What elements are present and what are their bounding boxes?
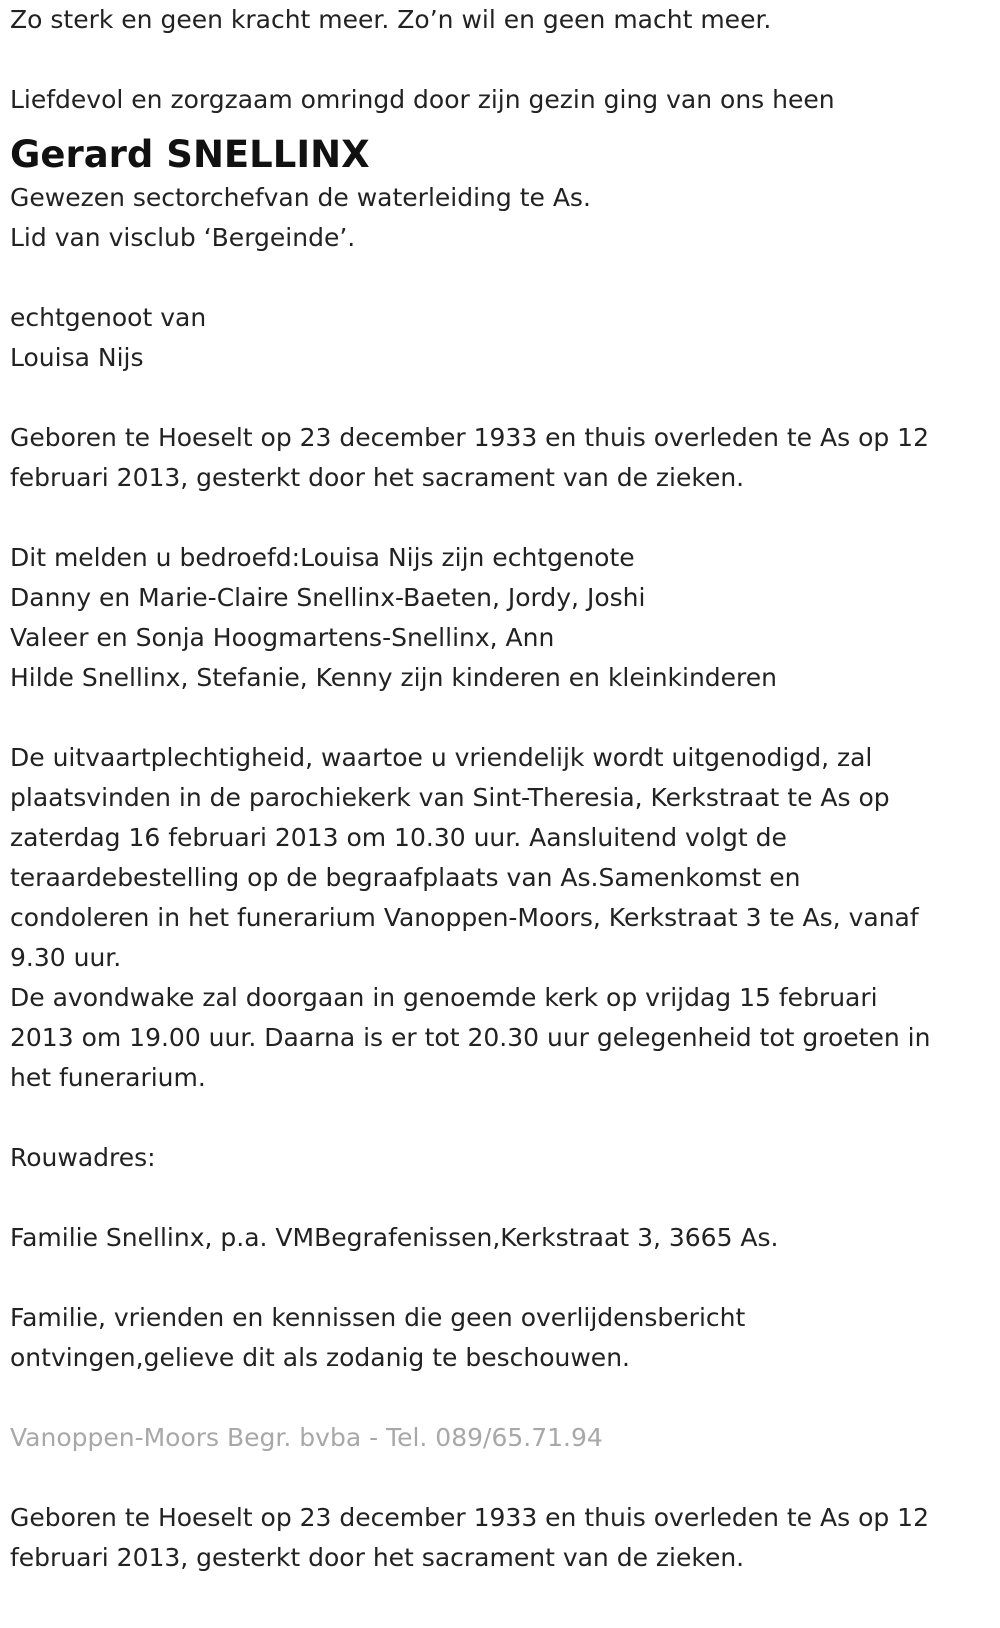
role-line: Lid van visclub ‘Bergeinde’. [10, 223, 356, 252]
family-line: Valeer en Sonja Hoogmartens-Snellinx, Ann [10, 623, 555, 652]
family-line: Dit melden u bedroefd:Louisa Nijs zijn echtgenote [10, 543, 635, 572]
family-line: Danny en Marie-Claire Snellinx-Baeten, Jordy, Joshi [10, 583, 646, 612]
birth-death-line: februari 2013, gesterkt door het sacrament van de zieken. [10, 463, 745, 492]
obituary-document [10, 0, 995, 1578]
ceremony-line: 9.30 uur. [10, 943, 122, 972]
ceremony-line: teraardebestelling op de begraafplaats van As.Samenkomst en [10, 863, 801, 892]
spouse-name: Louisa Nijs [10, 343, 144, 372]
family-line: Hilde Snellinx, Stefanie, Kenny zijn kinderen en kleinkinderen [10, 663, 778, 692]
birth-death-line: februari 2013, gesterkt door het sacrament van de zieken. [10, 1543, 745, 1572]
wake-line: 2013 om 19.00 uur. Daarna is er tot 20.30 uur gelegenheid tot groeten in [10, 1023, 931, 1052]
undertaker-info: Vanoppen-Moors Begr. bvba - Tel. 089/65.71.94 [10, 1423, 603, 1452]
ceremony-line: condoleren in het funerarium Vanoppen-Moors, Kerkstraat 3 te As, vanaf [10, 903, 919, 932]
address-value: Familie Snellinx, p.a. VMBegrafenissen,Kerkstraat 3, 3665 As. [10, 1223, 779, 1252]
intro-text: Liefdevol en zorgzaam omringd door zijn gezin ging van ons heen [10, 85, 835, 114]
ceremony-line: plaatsvinden in de parochiekerk van Sint-Theresia, Kerkstraat te As op [10, 783, 890, 812]
ceremony-line: zaterdag 16 februari 2013 om 10.30 uur. Aansluitend volgt de [10, 823, 787, 852]
wake-line: het funerarium. [10, 1063, 206, 1092]
notice-line: ontvingen,gelieve dit als zodanig te beschouwen. [10, 1343, 630, 1372]
birth-death-line: Geboren te Hoeselt op 23 december 1933 en thuis overleden te As op 12 [10, 1503, 929, 1532]
motto: Zo sterk en geen kracht meer. Zo’n wil en geen macht meer. [10, 5, 772, 34]
spouse-label: echtgenoot van [10, 303, 207, 332]
deceased-name: Gerard SNELLINX [10, 133, 370, 176]
ceremony-line: De uitvaartplechtigheid, waartoe u vriendelijk wordt uitgenodigd, zal [10, 743, 873, 772]
wake-line: De avondwake zal doorgaan in genoemde kerk op vrijdag 15 februari [10, 983, 878, 1012]
role-line: Gewezen sectorchefvan de waterleiding te As. [10, 183, 591, 212]
address-label: Rouwadres: [10, 1143, 156, 1172]
notice-line: Familie, vrienden en kennissen die geen overlijdensbericht [10, 1303, 746, 1332]
birth-death-line: Geboren te Hoeselt op 23 december 1933 en thuis overleden te As op 12 [10, 423, 929, 452]
